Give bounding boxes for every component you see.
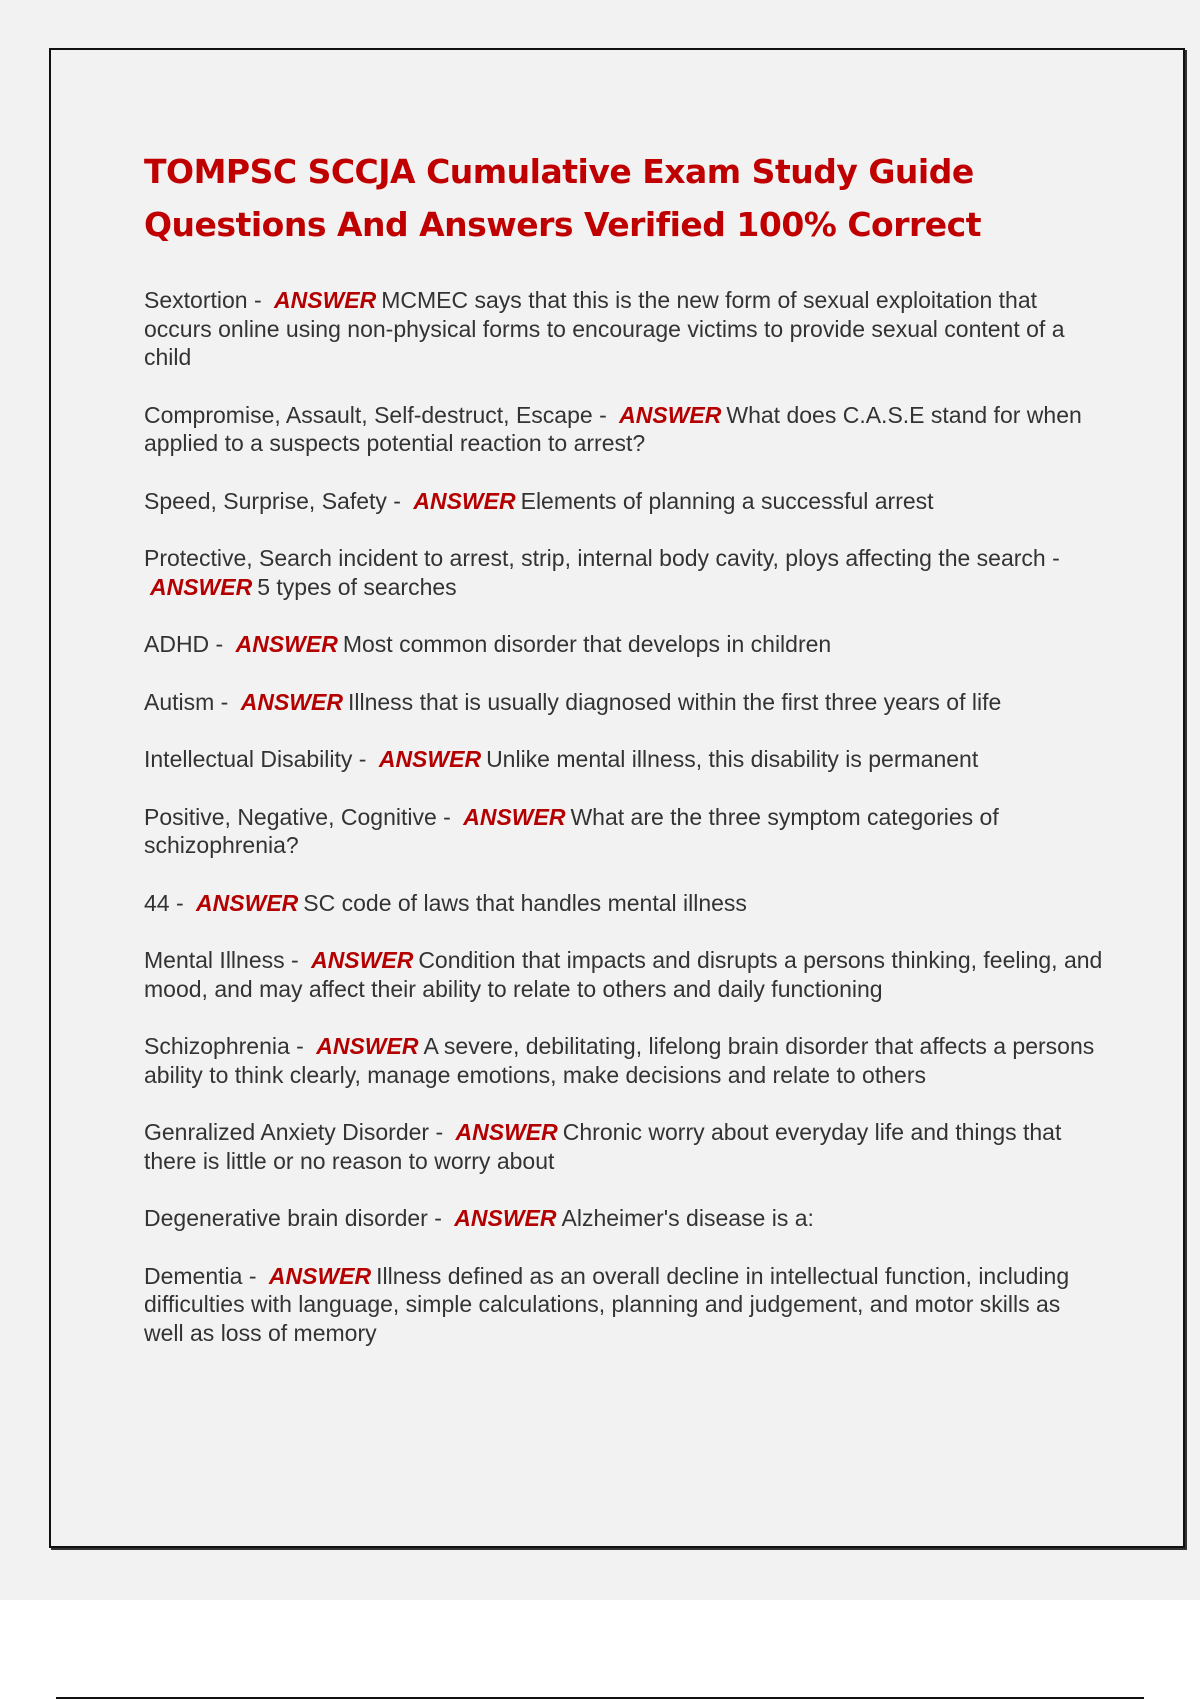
qa-item [144,946,1104,1003]
qa-term: Mental Illness [144,947,285,973]
footer-divider [56,1697,1144,1699]
qa-definition: Alzheimer's disease is a: [561,1205,814,1231]
document-title: TOMPSC SCCJA Cumulative Exam Study Guide Questions And Answers Verified 100% Correct [144,152,981,244]
qa-separator: - [429,1119,450,1145]
qa-item [144,630,1104,659]
qa-definition: Unlike mental illness, this disability is permanent [486,746,979,772]
qa-separator: - [352,746,373,772]
answer-label: ANSWER [378,746,482,772]
qa-separator: - [427,1205,449,1231]
qa-term: Degenerative brain disorder [144,1205,428,1231]
qa-item [144,401,1104,458]
qa-separator: - [169,889,191,916]
qa-term: ADHD [144,631,210,657]
qa-separator: - [436,803,458,830]
qa-definition: What are the three symptom categories of schizophrenia? [144,803,999,858]
qa-item [144,487,1104,516]
qa-separator: - [242,1262,263,1289]
qa-separator: - [592,401,614,428]
answer-label: ANSWER [454,1205,557,1231]
answer-label: ANSWER [463,803,566,830]
qa-separator: - [1045,545,1060,571]
qa-item [144,1204,1104,1233]
qa-separator: - [247,287,269,313]
answer-label: ANSWER [619,401,722,428]
qa-term: Genralized Anxiety Disorder [144,1119,430,1145]
answer-label: ANSWER [455,1119,558,1145]
qa-list [144,286,1104,1376]
qa-definition: Most common disorder that develops in children [342,631,832,657]
qa-term: Schizophrenia [144,1033,290,1059]
qa-item [144,889,1104,918]
qa-definition: MCMEC says that this is the new form of sexual exploitation that occurs online using non-physical forms to encourage victims to provide sexual content of a child [144,287,1065,370]
qa-item [144,688,1104,717]
qa-term: Intellectual Disability [144,746,353,772]
qa-definition: Elements of planning a successful arrest [520,487,934,514]
qa-item [144,1032,1104,1089]
answer-label: ANSWER [274,287,377,313]
qa-item [144,745,1104,774]
qa-term: 44 [144,889,170,916]
qa-separator: - [214,688,235,715]
answer-label: ANSWER [240,688,343,715]
answer-label: ANSWER [311,947,414,973]
qa-separator: - [284,947,306,973]
qa-definition: Condition that impacts and disrupts a persons thinking, feeling, and mood, and may affect their ability to relate to others and daily functioning [144,947,1103,1002]
qa-term: Compromise, Assault, Self-destruct, Escape [144,401,593,428]
qa-item [144,1118,1104,1175]
qa-definition: 5 types of searches [257,573,457,600]
qa-separator: - [209,631,230,657]
qa-term: Autism [144,688,215,715]
qa-definition: SC code of laws that handles mental illness [303,889,747,916]
answer-label: ANSWER [316,1033,419,1059]
qa-item [144,544,1104,601]
qa-term: Positive, Negative, Cognitive [144,803,437,830]
answer-label: ANSWER [268,1262,372,1289]
answer-label: ANSWER [150,573,253,600]
qa-definition: A severe, debilitating, lifelong brain disorder that affects a persons ability to think clearly, manage emotions, make decisions and relate to others [144,1033,1095,1088]
answer-label: ANSWER [413,487,516,514]
answer-label: ANSWER [196,889,299,916]
qa-term: Sextortion [144,287,248,313]
qa-definition: Illness defined as an overall decline in intellectual function, including difficulties with language, simple calculations, planning and judgement, and motor skills as well as loss of memory [144,1262,1070,1346]
qa-definition: Illness that is usually diagnosed within the first three years of life [347,688,1002,715]
qa-item [144,286,1104,372]
qa-term: Protective, Search incident to arrest, strip, internal body cavity, ploys affecting the search [144,545,1046,571]
qa-definition: Chronic worry about everyday life and things that there is little or no reason to worry about [144,1119,1062,1174]
qa-separator: - [386,487,408,514]
qa-definition: What does C.A.S.E stand for when applied to a suspects potential reaction to arrest? [144,401,1082,456]
qa-item [144,1262,1104,1348]
qa-term: Dementia [144,1262,243,1289]
qa-term: Speed, Surprise, Safety [144,487,387,514]
qa-item [144,803,1104,860]
answer-label: ANSWER [235,631,338,657]
qa-separator: - [289,1033,311,1059]
